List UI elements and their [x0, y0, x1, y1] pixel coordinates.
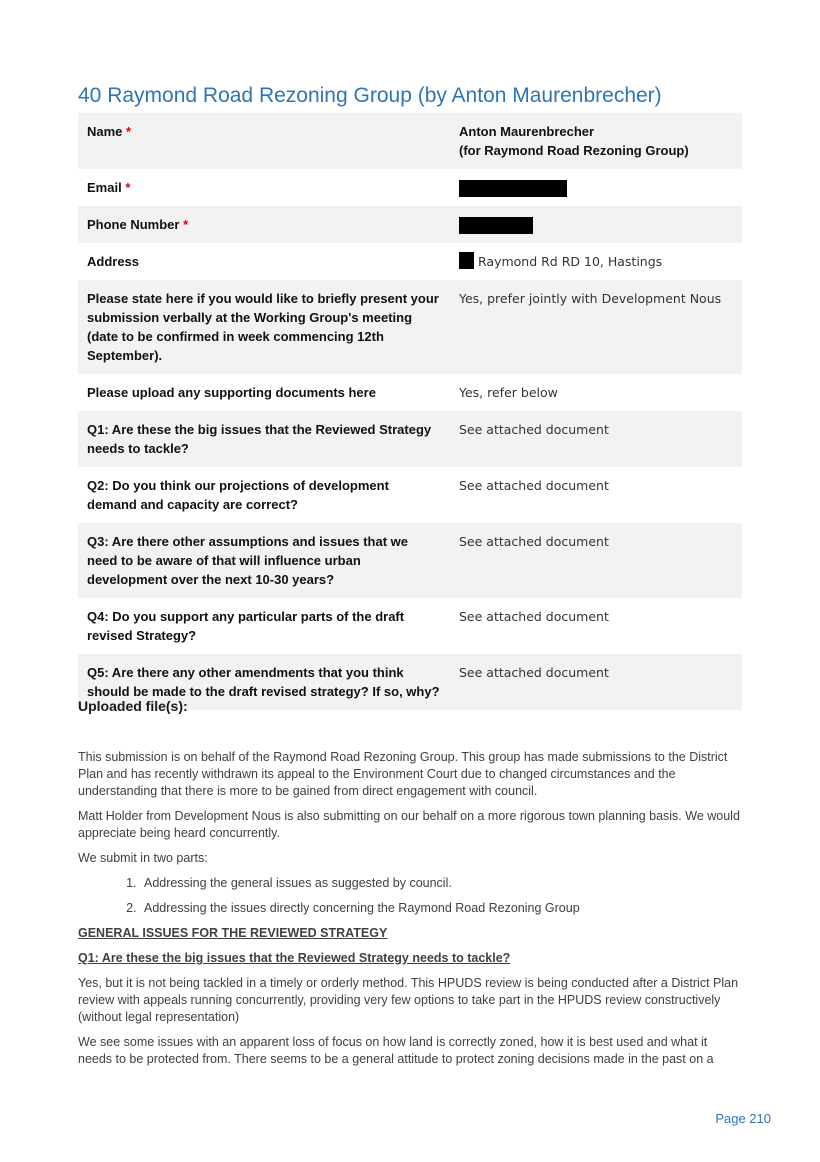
submission-parts-list	[78, 875, 742, 917]
field-label	[78, 206, 450, 243]
table-row	[78, 374, 742, 411]
field-label: Q5: Are there any other amendments that you think should be made to the draft revised strategy? If so, why?	[78, 654, 450, 710]
paragraph: Matt Holder from Development Nous is also submitting on our behalf on a more rigorous town planning basis. We would appreciate being heard concurrently.	[78, 809, 740, 840]
submission-form-table	[78, 113, 742, 710]
page-number: Page 210	[715, 1111, 771, 1126]
paragraph: We see some issues with an apparent loss of focus on how land is correctly zoned, how it is best used and what it needs to be protected from. There seems to be a general attitude to protect zoning decisions made in the past on a	[78, 1035, 714, 1066]
field-label: Q4: Do you support any particular parts of the draft revised Strategy?	[87, 609, 405, 643]
field-value	[450, 169, 742, 206]
table-row	[78, 206, 742, 243]
field-value: See attached document	[459, 478, 609, 493]
paragraph: Yes, but it is not being tackled in a timely or orderly method. This HPUDS review is being conducted after a District Plan review with appeals running concurrently, providing very few options to take part in the HPUDS review constructively (without legal representation)	[78, 976, 739, 1024]
field-label: Q1: Are these the big issues that the Reviewed Strategy needs to tackle?	[78, 411, 450, 467]
field-label: Please upload any supporting documents here	[87, 385, 376, 400]
email-label: Email	[87, 180, 122, 195]
field-value: See attached document	[459, 609, 609, 624]
table-row	[78, 523, 742, 598]
table-row	[78, 411, 742, 467]
field-value: See attached document	[450, 654, 742, 710]
table-row	[78, 113, 742, 169]
name-label: Name	[87, 124, 123, 139]
list-item: 1. Addressing the general issues as suggested by council.	[140, 875, 742, 892]
section-title: 40 Raymond Road Rezoning Group (by Anton Maurenbrecher)	[78, 84, 662, 107]
attached-document-text	[78, 749, 742, 1076]
field-label: Address	[87, 254, 140, 269]
table-row	[78, 467, 742, 523]
required-mark: *	[125, 180, 131, 195]
required-mark: *	[183, 217, 189, 232]
field-label	[78, 113, 450, 169]
question-heading: Q1: Are these the big issues that the Reviewed Strategy needs to tackle?	[78, 951, 511, 965]
field-value: See attached document	[450, 411, 742, 467]
required-mark: *	[126, 124, 132, 139]
table-row	[78, 598, 742, 654]
redacted-email	[459, 180, 567, 197]
table-row	[78, 169, 742, 206]
redacted-phone	[459, 217, 533, 234]
phone-label: Phone Number	[87, 217, 180, 232]
paragraph: This submission is on behalf of the Raymond Road Rezoning Group. This group has made submissions to the District Plan and has recently withdrawn its appeal to the Environment Court due to changed circumstances and the understanding that there is more to be gained from direct engagement with council.	[78, 750, 728, 798]
field-label: Q2: Do you think our projections of development demand and capacity are correct?	[87, 478, 389, 512]
field-value: See attached document	[450, 523, 742, 598]
redacted-street-number	[459, 252, 474, 269]
uploaded-files-heading: Uploaded file(s):	[78, 698, 188, 714]
table-row	[78, 280, 742, 374]
field-value	[450, 243, 742, 280]
field-value: Yes, prefer jointly with Development Nous	[450, 280, 742, 374]
address-value: Raymond Rd RD 10, Hastings	[478, 254, 663, 269]
field-value	[450, 113, 742, 169]
name-value-line2: (for Raymond Road Rezoning Group)	[459, 143, 689, 158]
field-label: Q3: Are there other assumptions and issues that we need to be aware of that will influence urban development over the next 10-30 years?	[78, 523, 450, 598]
paragraph: We submit in two parts:	[78, 851, 208, 865]
field-label: Please state here if you would like to briefly present your submission verbally at the Working Group's meeting (date to be confirmed in week commencing 12th September).	[78, 280, 450, 374]
name-value-line1: Anton Maurenbrecher	[459, 124, 595, 139]
field-label	[78, 169, 450, 206]
table-row	[78, 243, 742, 280]
list-item: 2. Addressing the issues directly concerning the Raymond Road Rezoning Group	[140, 900, 742, 917]
section-heading: GENERAL ISSUES FOR THE REVIEWED STRATEGY	[78, 926, 388, 940]
field-value: Yes, refer below	[459, 385, 558, 400]
field-value	[450, 206, 742, 243]
